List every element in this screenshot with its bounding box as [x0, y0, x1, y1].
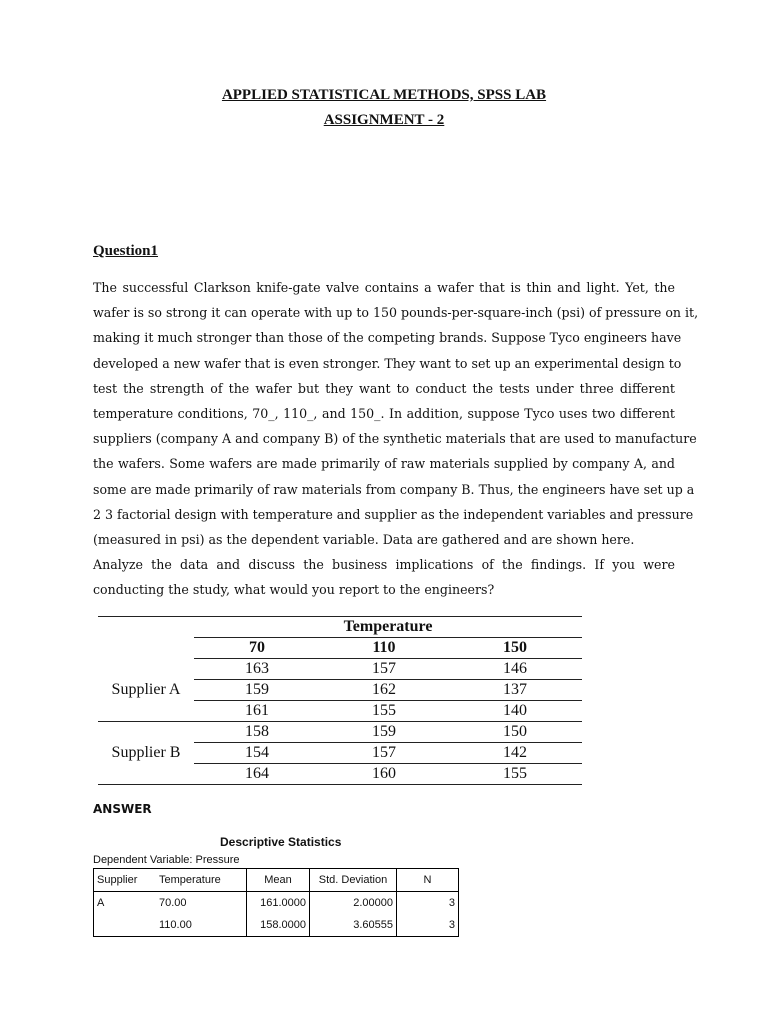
- paragraph-line: test the strength of the wafer but they want to conduct the tests under three different: [93, 380, 675, 396]
- table-cell: 161: [194, 701, 320, 722]
- table-row: [94, 892, 459, 915]
- table-cell: 146: [448, 659, 582, 680]
- table-cell: 161.0000: [247, 892, 310, 915]
- table-cell: 157: [320, 743, 448, 764]
- table-cell: A: [97, 897, 105, 909]
- table-row: [98, 722, 582, 743]
- paragraph-line: (measured in psi) as the dependent variable. Data are gathered and are shown here.: [93, 532, 635, 548]
- column-header: Std. Deviation: [310, 869, 397, 892]
- paragraph-line: the wafers. Some wafers are made primarily of raw materials supplied by company A, and: [93, 456, 675, 472]
- column-header: 150: [448, 638, 582, 659]
- table-cell: 159: [320, 722, 448, 743]
- table-cell: 163: [194, 659, 320, 680]
- table-cell: 142: [448, 743, 582, 764]
- table-cell: 150: [448, 722, 582, 743]
- table-cell: 155: [448, 764, 582, 785]
- question-paragraph: [93, 275, 699, 552]
- question-heading: Question1: [93, 243, 159, 259]
- table-cell: 160: [320, 764, 448, 785]
- table-cell: 158: [194, 722, 320, 743]
- supplier-label: Supplier A: [98, 659, 194, 722]
- paragraph-line: making it much stronger than those of the competing brands. Suppose Tyco engineers have: [93, 330, 682, 346]
- table-cell: 157: [320, 659, 448, 680]
- paragraph-line: wafer is so strong it can operate with up to 150 pounds-per-square-inch (psi) of pressure on it,: [93, 305, 699, 321]
- table-cell: [94, 914, 157, 937]
- table-cell: 2.00000: [310, 892, 397, 915]
- supplier-label: Supplier B: [98, 722, 194, 785]
- table-cell: 3: [448, 897, 455, 909]
- column-header: N: [397, 869, 459, 892]
- table-cell: 70.00: [156, 892, 247, 915]
- table-cell: 137: [448, 680, 582, 701]
- paragraph-line: some are made primarily of raw materials from company B. Thus, the engineers have set up a: [93, 481, 695, 497]
- table-row: [94, 914, 459, 937]
- document-title: APPLIED STATISTICAL METHODS, SPSS LAB: [221, 87, 547, 103]
- table-row: [98, 659, 582, 680]
- answer-label: ANSWER: [93, 802, 152, 816]
- descriptive-statistics-title: Descriptive Statistics: [220, 835, 342, 849]
- paragraph-line: The successful Clarkson knife-gate valve contains a wafer that is thin and light. Yet, the: [93, 280, 675, 295]
- column-header: Supplier: [94, 869, 157, 892]
- table-cell: 3.60555: [310, 914, 397, 937]
- paragraph-line: 2 3 factorial design with temperature and supplier as the independent variables and pressure: [93, 506, 694, 522]
- column-header: 70: [194, 638, 320, 659]
- table-cell: 110.00: [156, 914, 247, 937]
- table-cell: 154: [194, 743, 320, 764]
- analysis-prompt: [93, 552, 675, 602]
- descriptive-statistics-table: [93, 868, 459, 937]
- paragraph-line: temperature conditions, 70_, 110_, and 150_. In addition, suppose Tyco uses two different: [93, 406, 675, 422]
- temperature-group-header: Temperature: [194, 617, 582, 638]
- table-cell: 155: [320, 701, 448, 722]
- assignment-subtitle: ASSIGNMENT - 2: [323, 112, 445, 128]
- table-cell: 140: [448, 701, 582, 722]
- column-header: Mean: [247, 869, 310, 892]
- table-cell: 159: [194, 680, 320, 701]
- table-cell: 162: [320, 680, 448, 701]
- paragraph-line: suppliers (company A and company B) of the synthetic materials that are used to manufacture: [93, 431, 697, 447]
- column-header: 110: [320, 638, 448, 659]
- table-cell: 158.0000: [247, 914, 310, 937]
- dependent-variable-label: Dependent Variable: Pressure: [93, 854, 240, 866]
- table-cell: 164: [194, 764, 320, 785]
- paragraph-line: Analyze the data and discuss the business implications of the findings. If you were: [93, 557, 675, 572]
- table-cell: 3: [448, 919, 455, 931]
- table-header-row: [94, 869, 459, 892]
- paragraph-line: conducting the study, what would you report to the engineers?: [93, 582, 495, 598]
- paragraph-line: developed a new wafer that is even stronger. They want to set up an experimental design to: [93, 355, 682, 371]
- temperature-data-table: [98, 616, 582, 785]
- column-header: Temperature: [156, 869, 247, 892]
